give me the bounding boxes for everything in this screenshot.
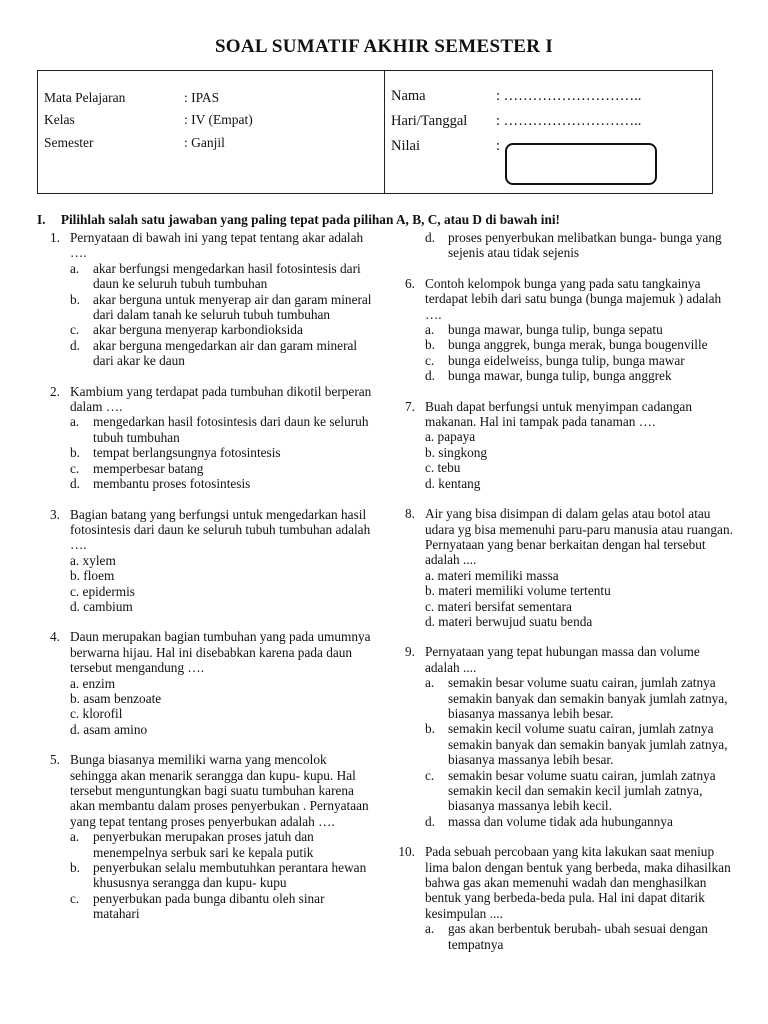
option-text: d. cambium [70,598,133,614]
question-number: 7. [405,398,415,414]
option-item [425,583,735,598]
option-text: memperbesar batang [93,460,204,476]
option-letter: c. [70,890,80,906]
question-item [24,629,374,737]
score-label: Nilai [391,138,420,154]
option-letter: b. [70,445,80,461]
option-item [70,476,374,491]
question-text: Bagian batang yang berfungsi untuk mengedarkan hasil fotosintesis dari daun ke seluruh tubuh tumbuhan adalah …. [70,506,371,553]
option-letter: a. [70,414,80,430]
option-text: d. materi berwujud suatu benda [425,613,593,629]
section-number: I. [37,212,46,227]
student-info-box [37,70,713,194]
section-instruction: Pilihlah salah satu jawaban yang paling tepat pada pilihan A, B, C, atau D di bawah ini! [60,212,560,227]
option-letter: d. [70,476,80,492]
option-letter: a. [425,675,435,691]
question-number: 3. [50,506,60,522]
option-text: semakin besar volume suatu cairan, jumlah zatnya semakin banyak dan semakin banyak jumlah zatnya, biasanya massanya lebih besar. [448,675,728,721]
option-letter: c. [70,322,80,338]
option-item [425,675,735,721]
option-text: d. kentang [425,475,481,491]
option-text: semakin besar volume suatu cairan, jumlah zatnya semakin kecil dan semakin kecil jumlah zatnya, biasanya massanya lebih kecil. [448,767,716,814]
question-number: 5. [50,752,60,768]
class-value: : IV (Empat) [184,112,253,127]
option-text: proses penyerbukan melibatkan bunga- bunga yang sejenis atau tidak sejenis [448,230,722,261]
question-text: Bunga biasanya memiliki warna yang mencolok sehingga akan menarik serangga dan kupu- kupu. Hal tersebut menguntungkan bagi suatu tumbuhan karena akan membantu dalam proses penyerbukan . Pernyataan yang tepat tentang proses penyerbukan adalah …. [70,752,369,829]
question-5-continued [425,230,735,261]
option-item [425,614,735,629]
option-text: bunga mawar, bunga tulip, bunga anggrek [448,368,672,384]
question-item [379,644,735,829]
question-text: Daun merupakan bagian tumbuhan yang pada umumnya berwarna hijau. Hal ini disebabkan karena pada daun tersebut mengandung …. [70,629,371,676]
question-number: 8. [405,506,415,522]
option-letter: c. [425,352,435,368]
option-text: a. materi memiliki massa [425,567,559,583]
option-text: bunga eidelweiss, bunga tulip, bunga mawar [448,352,685,368]
score-colon: : [496,138,501,154]
option-item [425,230,735,261]
option-list [70,261,374,369]
option-text: akar berfungsi mengedarkan hasil fotosintesis dari daun ke seluruh tubuh tumbuhan [93,260,361,292]
left-question-column [24,230,374,922]
option-letter: c. [70,460,80,476]
question-item [24,752,374,921]
option-list [425,675,735,829]
question-item [379,399,735,491]
option-letter: d. [425,230,435,245]
option-letter: c. [425,767,435,783]
option-item [70,829,374,860]
name-label: Nama [391,88,426,104]
question-number: 9. [405,644,415,660]
option-letter: a. [70,829,80,845]
option-letter: b. [70,291,80,307]
question-number: 4. [50,629,60,645]
option-text: c. epidermis [70,583,135,599]
option-text: c. materi bersifat sementara [425,598,572,614]
option-item [425,368,735,383]
question-number: 10. [398,844,415,860]
question-text: Kambium yang terdapat pada tumbuhan dikotil berperan dalam …. [70,383,372,415]
option-list [70,676,374,738]
date-label: Hari/Tanggal [391,113,468,129]
option-letter: b. [425,337,435,353]
option-text: massa dan volume tidak ada hubungannya [448,813,673,829]
option-list [70,553,374,615]
option-item [70,706,374,721]
right-question-column [379,230,735,952]
question-text: Pernyataan yang tepat hubungan massa dan volume adalah .... [425,644,700,675]
option-letter: a. [425,322,435,338]
option-item [425,721,735,767]
option-text: gas akan berbentuk berubah- ubah sesuai dengan tempatnya [448,921,708,952]
option-item [425,814,735,829]
option-item [425,429,735,444]
option-text: akar berguna menyerap karbondioksida [93,322,303,338]
question-text: Pernyataan di bawah ini yang tepat tentang akar adalah …. [70,230,364,261]
section-heading [37,212,560,228]
info-divider [384,71,385,193]
option-item [70,860,374,891]
option-item [425,445,735,460]
option-item [425,353,735,368]
option-letter: a. [70,260,80,276]
option-item [70,261,374,292]
question-item [24,230,374,369]
option-item [425,768,735,814]
option-text: b. floem [70,568,115,584]
option-item [70,691,374,706]
question-item [24,384,374,492]
option-item [70,553,374,568]
option-text: b. asam benzoate [70,690,162,706]
question-text: Contoh kelompok bunga yang pada satu tangkainya terdapat lebih dari satu bunga (bunga majemuk ) adalah …. [425,275,722,322]
option-item [70,461,374,476]
question-number: 1. [50,230,60,245]
option-item [70,292,374,323]
option-letter: b. [425,721,435,737]
subject-label: Mata Pelajaran [44,90,126,105]
question-number: 2. [50,383,60,399]
question-item [379,844,735,952]
option-text: a. papaya [425,429,476,445]
option-item [425,921,735,952]
option-text: penyerbukan merupakan proses jatuh dan menempelnya serbuk sari ke kepala putik [93,829,314,860]
option-text: mengedarkan hasil fotosintesis dari daun ke seluruh tubuh tumbuhan [93,414,369,445]
option-text: tempat berlangsungnya fotosintesis [93,445,281,461]
option-item [70,338,374,369]
question-item [24,507,374,615]
option-item [70,599,374,614]
option-item [425,599,735,614]
semester-label: Semester [44,135,94,150]
option-item [425,337,735,352]
option-text: bunga mawar, bunga tulip, bunga sepatu [448,322,663,338]
question-item [379,506,735,629]
option-item [425,322,735,337]
option-letter: b. [70,860,80,876]
page-title: SOAL SUMATIF AKHIR SEMESTER I [214,36,554,57]
option-list [425,322,735,384]
option-item [70,322,374,337]
option-text: membantu proses fotosintesis [93,476,251,492]
option-item [425,460,735,475]
option-item [70,568,374,583]
question-item [379,276,735,384]
option-item [425,568,735,583]
option-list [425,921,735,952]
option-text: bunga anggrek, bunga merak, bunga bougenville [448,337,708,353]
option-letter: d. [425,368,435,384]
option-item [70,445,374,460]
date-field: : ……………………….. [496,113,642,129]
option-text: c. klorofil [70,706,123,722]
class-label: Kelas [44,112,75,127]
option-item [70,414,374,445]
name-field: : ……………………….. [496,88,642,104]
option-list [425,429,735,491]
semester-value: : Ganjil [184,135,225,150]
option-item [70,891,374,922]
option-letter: d. [425,813,435,829]
option-text: b. singkong [425,444,488,460]
option-letter: d. [70,337,80,353]
option-text: akar berguna mengedarkan air dan garam mineral dari akar ke daun [93,337,358,369]
question-number: 6. [405,275,415,291]
option-item [70,676,374,691]
option-text: a. enzim [70,675,116,691]
option-text: c. tebu [425,460,461,476]
option-list [70,414,374,491]
question-text: Pada sebuah percobaan yang kita lakukan saat meniup lima balon dengan bentuk yang berbeda, maka dihasilkan bahwa gas akan memenuhi wadah dan menghasilkan bentuk yang berbeda-beda pula. Hal ini dapat ditarik kesimpulan .... [425,844,731,921]
question-text: Air yang bisa disimpan di dalam gelas atau botol atau udara yg bisa memenuhi paru-paru manusia atau ruangan. Pernyataan yang benar berkaitan dengan hal tersebut adalah .... [425,506,733,568]
option-text: a. xylem [70,552,116,568]
option-text: semakin kecil volume suatu cairan, jumlah zatnya semakin banyak dan semakin banyak jumlah zatnya, biasanya massanya lebih besar. [448,721,728,768]
option-item [70,584,374,599]
option-text: penyerbukan selalu membutuhkan perantara hewan khususnya serangga dan kupu- kupu [93,860,367,891]
option-list [425,568,735,630]
question-text: Buah dapat berfungsi untuk menyimpan cadangan makanan. Hal ini tampak pada tanaman …. [425,398,692,430]
subject-value: : IPAS [184,90,220,105]
score-box [505,143,657,185]
option-item [70,722,374,737]
option-text: d. asam amino [70,721,148,737]
option-text: b. materi memiliki volume tertentu [425,583,611,599]
option-letter: a. [425,921,435,937]
option-item [425,476,735,491]
option-text: penyerbukan pada bunga dibantu oleh sinar matahari [93,890,325,922]
option-text: akar berguna untuk menyerap air dan garam mineral dari dalam tanah ke seluruh tubuh tumbuhan [93,291,372,323]
option-list [70,829,374,921]
